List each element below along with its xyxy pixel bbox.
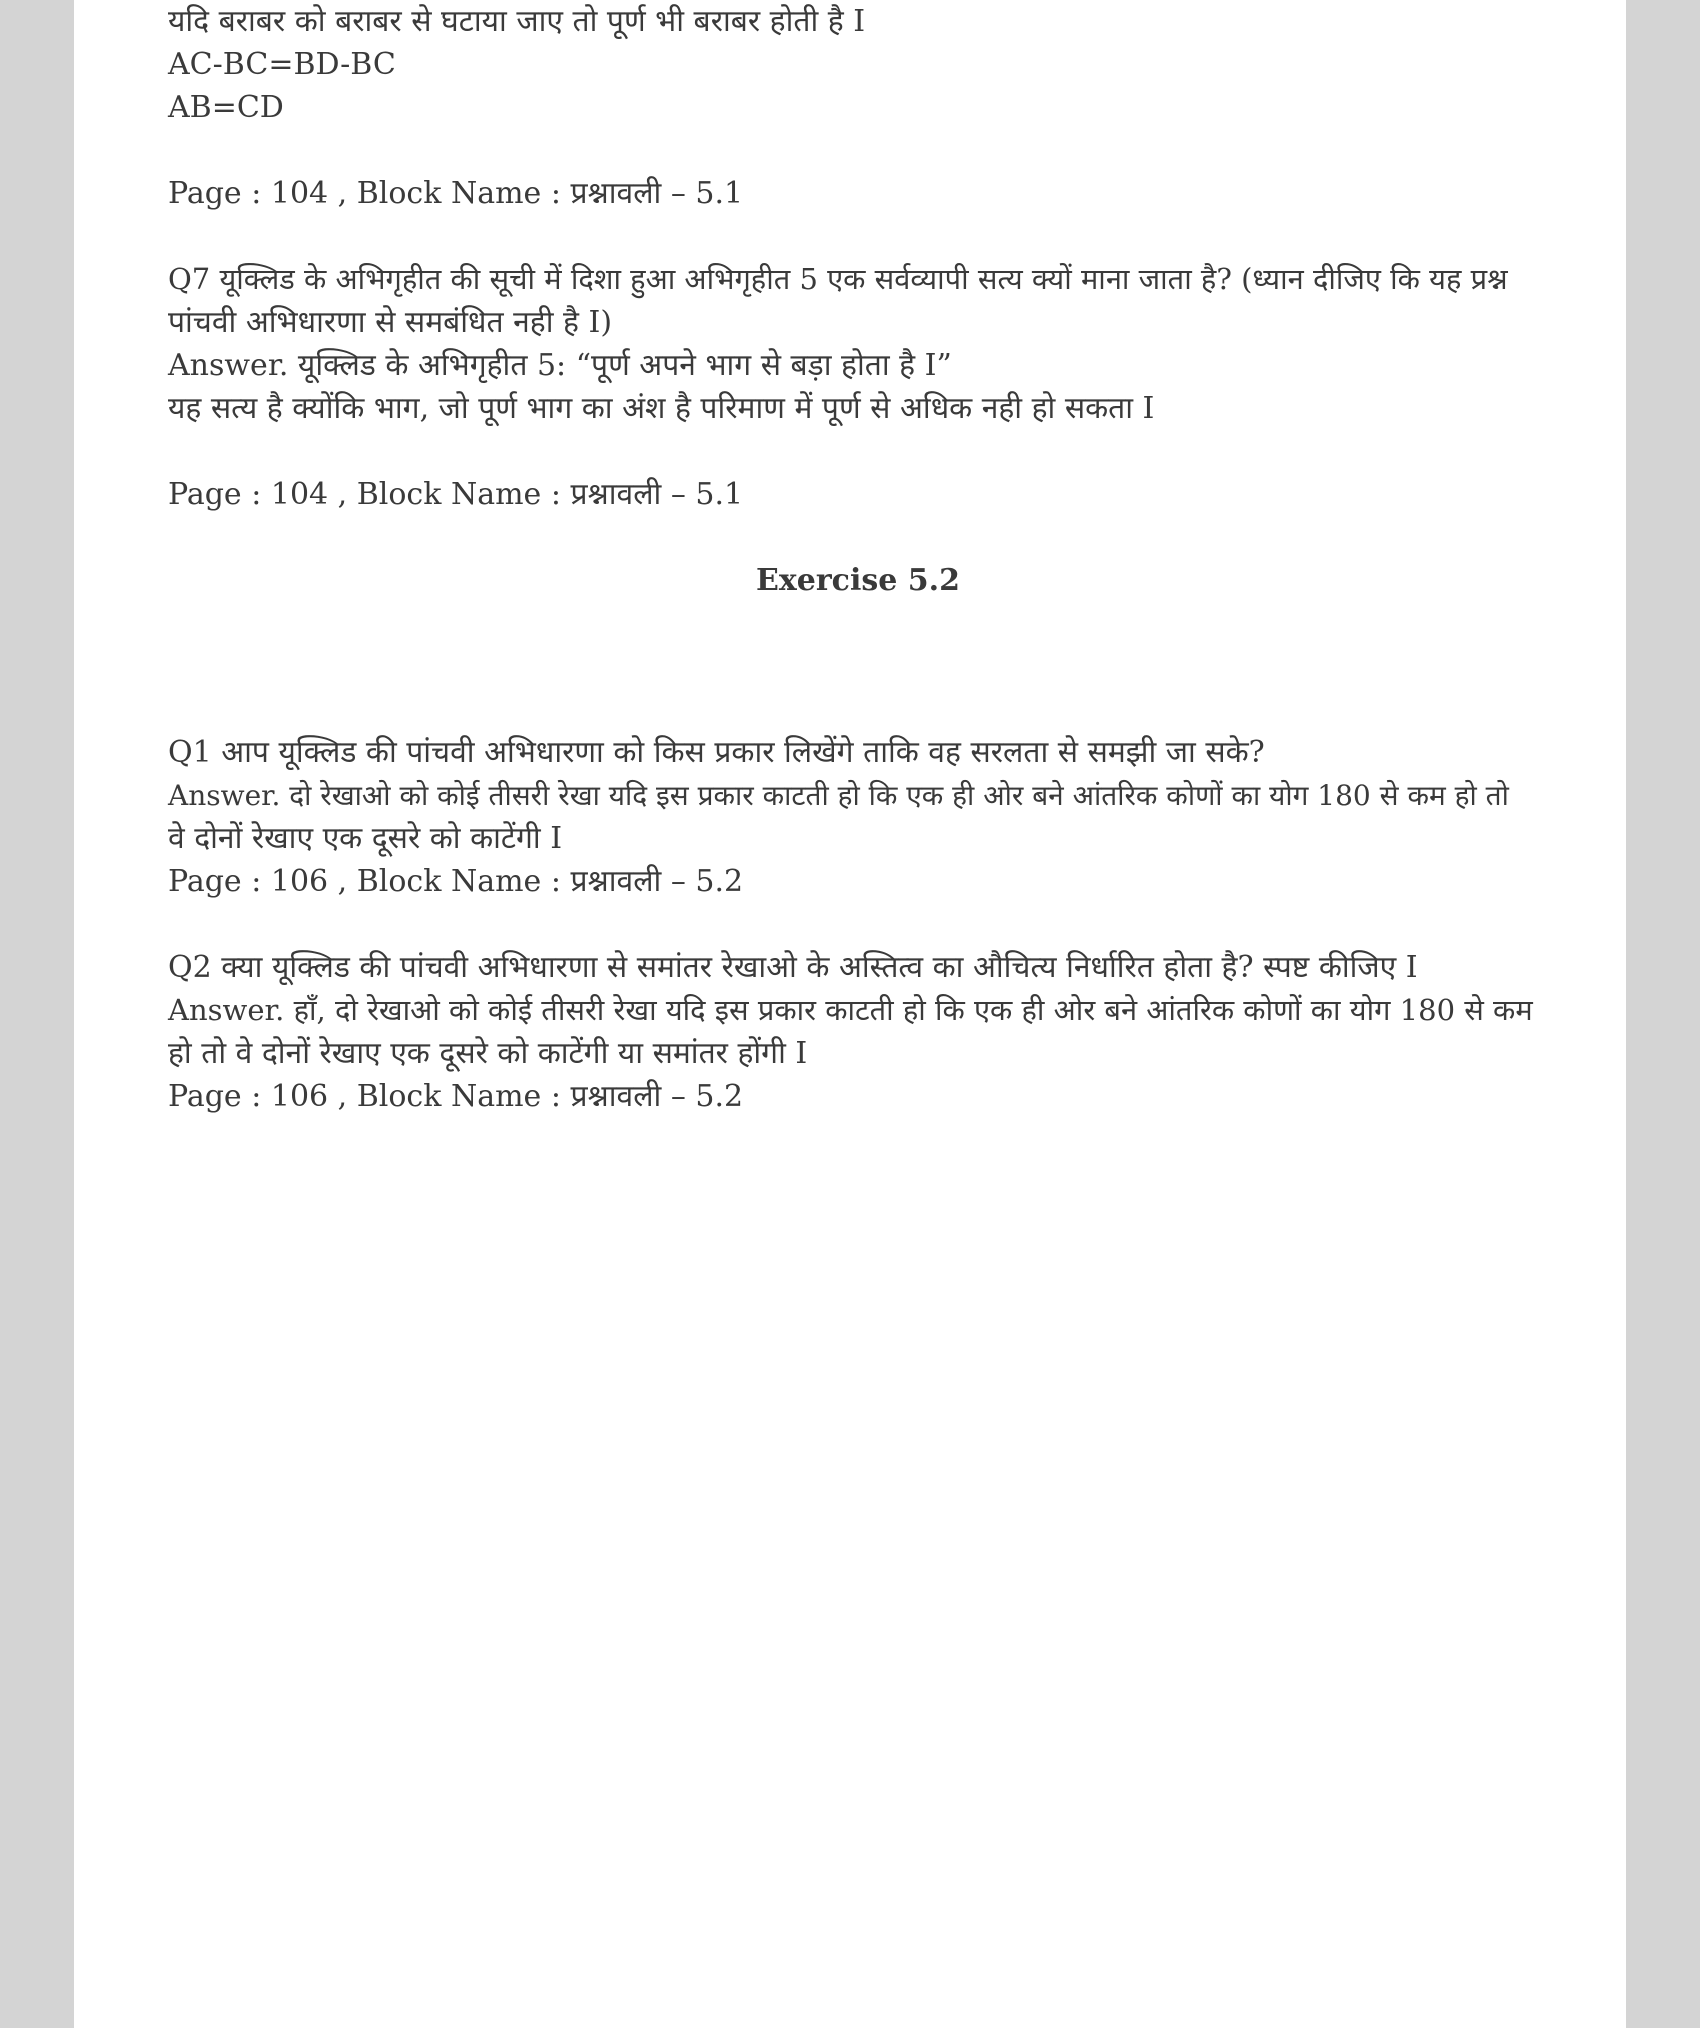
answer-text: Answer. हाँ, दो रेखाओ को कोई तीसरी रेखा यदि इस प्रकार काटती हो कि एक ही ओर बने आंतरिक कोणों का योग 180 से कम (168, 993, 1533, 1027)
page-reference: Page : 106 , Block Name : प्रश्नावली – 5.2 (168, 864, 744, 899)
question-text: पांचवी अभिधारणा से समबंधित नही है I) (168, 305, 613, 340)
answer-text: Answer. यूक्लिड के अभिगृहीत 5: “पूर्ण अपने भाग से बड़ा होता है I” (168, 348, 952, 383)
question-text: Q2 क्या यूक्लिड की पांचवी अभिधारणा से समांतर रेखाओ के अस्तित्व का औचित्य निर्धारित होता है? स्पष्ट कीजिए I (168, 950, 1418, 985)
spacer (168, 430, 1548, 473)
answer-text: वे दोनों रेखाए एक दूसरे को काटेंगी I (168, 821, 563, 856)
spacer (168, 903, 1548, 946)
document-content (168, 0, 1548, 1118)
page-reference: Page : 104 , Block Name : प्रश्नावली – 5.1 (168, 477, 744, 512)
answer-text: Answer. दो रेखाओ को कोई तीसरी रेखा यदि इस प्रकार काटती हो कि एक ही ओर बने आंतरिक कोणों का योग 180 से कम हो तो (168, 779, 1509, 812)
answer-text: हो तो वे दोनों रेखाए एक दूसरे को काटेंगी या समांतर होंगी I (168, 1036, 808, 1071)
spacer (168, 516, 1548, 559)
text-line: यदि बराबर को बराबर से घटाया जाए तो पूर्ण भी बराबर होती है I (168, 4, 866, 39)
section-heading: Exercise 5.2 (756, 563, 960, 598)
spacer (168, 215, 1548, 258)
answer-text: यह सत्य है क्योंकि भाग, जो पूर्ण भाग का अंश है परिमाण में पूर्ण से अधिक नही हो सकता I (168, 391, 1155, 426)
spacer (168, 688, 1548, 731)
page-reference: Page : 104 , Block Name : प्रश्नावली – 5.1 (168, 176, 744, 211)
page-reference: Page : 106 , Block Name : प्रश्नावली – 5.2 (168, 1079, 744, 1114)
equation-line: AB=CD (168, 90, 284, 125)
document-page (74, 0, 1626, 2028)
spacer (168, 129, 1548, 172)
question-text: Q7 यूक्लिड के अभिगृहीत की सूची में दिशा हुआ अभिगृहीत 5 एक सर्वव्यापी सत्य क्यों माना जाता है? (ध्यान दीजिए कि यह प्रश्न (168, 262, 1508, 296)
question-text: Q1 आप यूक्लिड की पांचवी अभिधारणा को किस प्रकार लिखेंगे ताकि वह सरलता से समझी जा सके? (168, 735, 1265, 770)
equation-line: AC-BC=BD-BC (168, 47, 396, 82)
spacer (168, 602, 1548, 688)
